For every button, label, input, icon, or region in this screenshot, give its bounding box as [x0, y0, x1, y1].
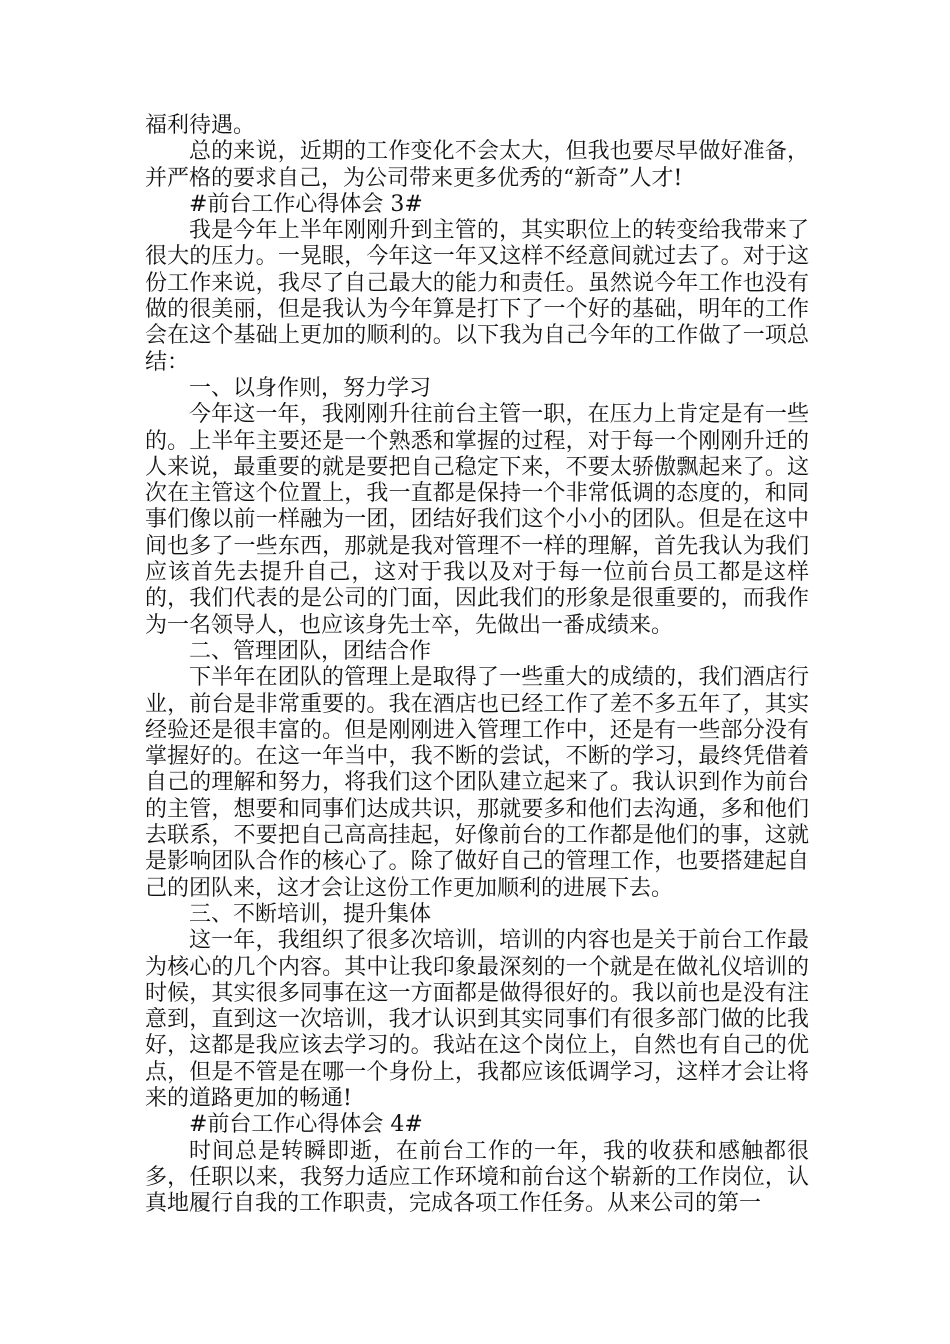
paragraph: 今年这一年，我刚刚升往前台主管一职，在压力上肯定是有一些的。上半年主要还是一个熟悉和掌握的过程，对于每一个刚刚升迁的人来说，最重要的就是要把自己稳定下来，不要太骄傲飘起来了。这次在主管这个位置上，我一直都是保持一个非常低调的态度的，和同事们像以前一样融为一团，团结好我们这个小小的团队。但是在这中间也多了一些东西，那就是我对管理不一样的理解，首先我认为我们应该首先去提升自己，这对于我以及对于每一位前台员工都是这样的，我们代表的是公司的门面，因此我们的形象是很重要的，而我作为一名领导人，也应该身先士卒，先做出一番成绩来。 [145, 402, 809, 638]
section-heading: #前台工作心得体会 4# [189, 1112, 423, 1138]
section-heading: #前台工作心得体会 3# [189, 191, 423, 217]
paragraph: 福利待遇。 [145, 113, 256, 138]
subsection-heading: 二、管理团队，团结合作 [189, 638, 432, 664]
paragraph: 我是今年上半年刚刚升到主管的，其实职位上的转变给我带来了很大的压力。一晃眼，今年这一年又这样不经意间就过去了。对于这份工作来说，我尽了自己最大的能力和责任。虽然说今年工作也没有做的很美丽，但是我认为今年算是打下了一个好的基础，明年的工作会在这个基础上更加的顺利的。以下我为自己今年的工作做了一项总结： [145, 218, 809, 375]
subsection-heading: 三、不断培训，提升集体 [189, 901, 432, 927]
paragraph: 时间总是转瞬即逝，在前台工作的一年，我的收获和感触都很多，任职以来，我努力适应工作环境和前台这个崭新的工作岗位，认真地履行自我的工作职责，完成各项工作任务。从来公司的第一 [145, 1138, 809, 1217]
paragraph: 总的来说，近期的工作变化不会太大，但我也要尽早做好准备，并严格的要求自己，为公司带来更多优秀的“新奇”人才! [145, 139, 809, 191]
subsection-heading: 一、以身作则，努力学习 [189, 375, 432, 401]
paragraph: 这一年，我组织了很多次培训，培训的内容也是关于前台工作最为核心的几个内容。其中让我印象最深刻的一个就是在做礼仪培训的时候，其实很多同事在这一方面都是做得很好的。我以前也是没有注意到，直到这一次培训，我才认识到其实同事们有很多部门做的比我好，这都是我应该去学习的。我站在这个岗位上，自然也有自己的优点，但是不管是在哪一个身份上，我都应该低调学习，这样才会让将来的道路更加的畅通! [145, 928, 809, 1111]
document-body [145, 113, 809, 1217]
paragraph: 下半年在团队的管理上是取得了一些重大的成绩的，我们酒店行业，前台是非常重要的。我在酒店也已经工作了差不多五年了，其实经验还是很丰富的。但是刚刚进入管理工作中，还是有一些部分没有掌握好的。在这一年当中，我不断的尝试，不断的学习，最终凭借着自己的理解和努力，将我们这个团队建立起来了。我认识到作为前台的主管，想要和同事们达成共识，那就要多和他们去沟通，多和他们去联系，不要把自己高高挂起，好像前台的工作都是他们的事，这就是影响团队合作的核心了。除了做好自己的管理工作，也要搭建起自己的团队来，这才会让这份工作更加顺利的进展下去。 [145, 665, 809, 901]
